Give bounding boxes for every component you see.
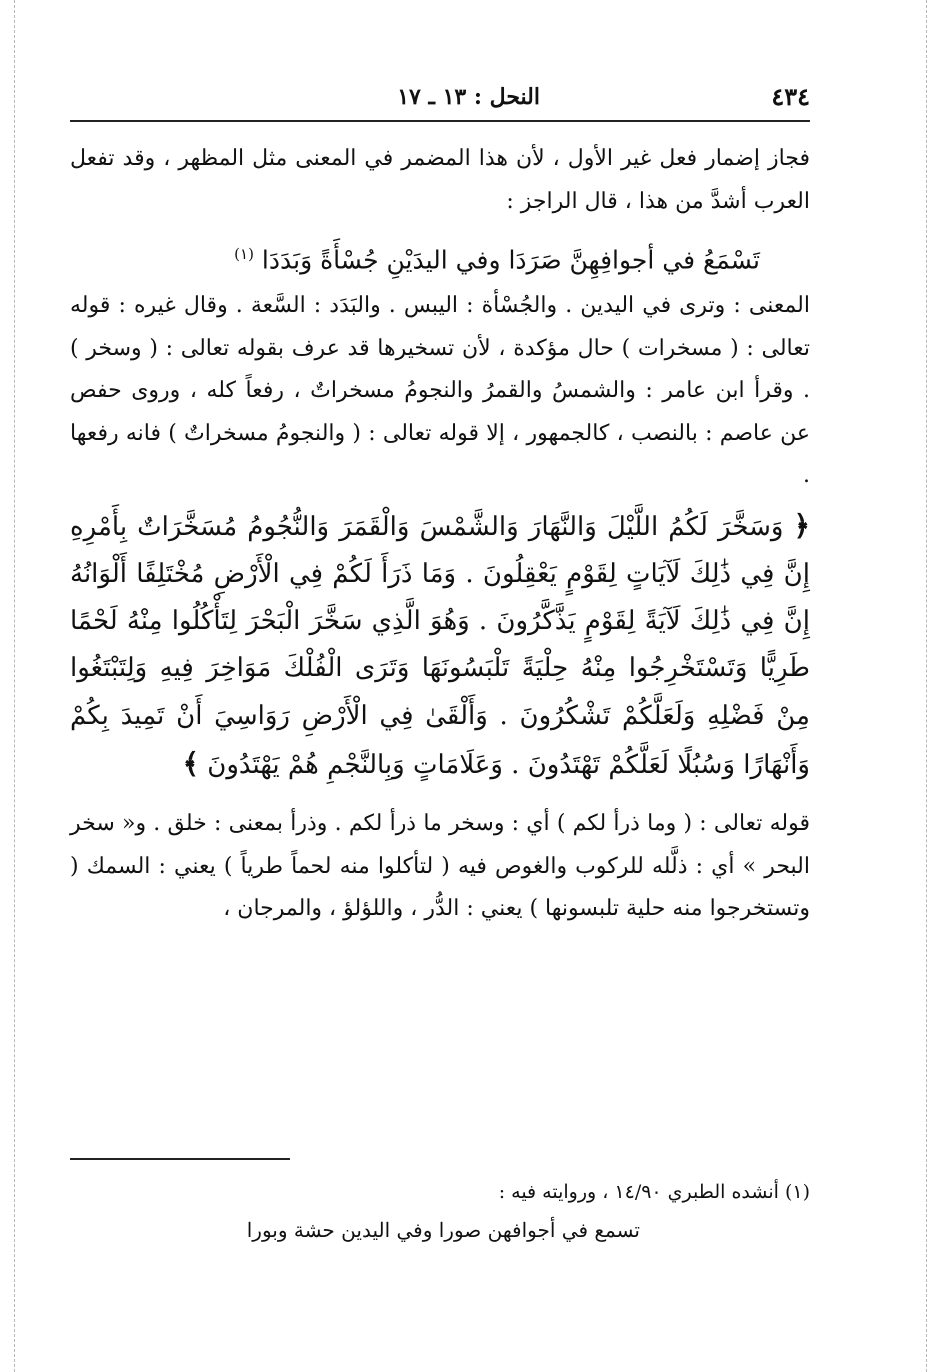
footnote-separator xyxy=(70,1158,290,1160)
poetry-verse xyxy=(70,229,810,285)
footnote-1: (١) أنشده الطبري ١٤/٩٠ ، وروايته فيه : xyxy=(498,1181,810,1203)
quran-passage xyxy=(70,502,810,789)
commentary-paragraph-3: قوله تعالى : ( وما ذرأ لكم ) أي : وسخر ما ذرأ لكم . وذرأ بمعنى : خلق . و« سخر البحر » أي : ذلَّله للركوب والغوص فيه ( لتأكلوا منه لحماً طرياً ) يعني : السمك ( وتستخرجوا منه حلية تلبسونها ) يعني : الدُّر ، واللؤلؤ ، والمرجان ، xyxy=(70,811,810,922)
page-body xyxy=(70,80,810,931)
quran-close-bracket: ﴾ xyxy=(182,746,199,780)
scan-margin-left xyxy=(14,0,15,1372)
scan-margin-right xyxy=(926,0,927,1372)
commentary-paragraph-1: فجاز إضمار فعل غير الأول ، لأن هذا المضمر في المعنى مثل المظهر ، وقد تفعل العرب أشدَّ من هذا ، قال الراجز : xyxy=(70,146,810,214)
verse-text: تَسْمَعُ في أجوافِهِنَّ صَرَدَا وفي اليدَيْنِ جُسْأَةً وَبَدَدَا xyxy=(261,245,760,275)
footnote-1-verse: تسمع في أجوافهن صورا وفي اليدين حشة وبورا xyxy=(246,1218,640,1242)
quran-text: وَسَخَّرَ لَكُمُ اللَّيْلَ وَالنَّهَارَ وَالشَّمْسَ وَالْقَمَرَ وَالنُّجُومُ مُسَخَّرَاتٌ بِأَمْرِهِ إِنَّ فِي ذَٰلِكَ لَآيَاتٍ لِقَوْمٍ يَعْقِلُونَ . وَمَا ذَرَأَ لَكُمْ فِي الْأَرْضِ مُخْتَلِفًا أَلْوَانُهُ إِنَّ فِي ذَٰلِكَ لَآيَةً لِقَوْمٍ يَذَّكَّرُونَ . وَهُوَ الَّذِي سَخَّرَ الْبَحْرَ لِتَأْكُلُوا مِنْهُ لَحْمًا طَرِيًّا وَتَسْتَخْرِجُوا مِنْهُ حِلْيَةً تَلْبَسُونَهَا وَتَرَى الْفُلْكَ مَوَاخِرَ فِيهِ وَلِتَبْتَغُوا مِنْ فَضْلِهِ وَلَعَلَّكُمْ تَشْكُرُونَ . وَأَلْقَىٰ فِي الْأَرْضِ رَوَاسِيَ أَنْ تَمِيدَ بِكُمْ وَأَنْهَارًا وَسُبُلًا لَعَلَّكُمْ تَهْتَدُونَ . وَعَلَامَاتٍ وَبِالنَّجْمِ هُمْ يَهْتَدُونَ xyxy=(70,511,810,780)
running-title: النحل : ١٣ ـ ١٧ xyxy=(397,84,540,110)
commentary-paragraph-2: المعنى : وترى في اليدين . والجُسْأة : اليبس . والبَدَد : السَّعة . وقال غيره : قوله تعالى : ( مسخرات ) حال مؤكدة ، لأن تسخيرها قد عرف بقوله تعالى : ( وسخر ) . وقرأ ابن عامر : والشمسُ والقمرُ والنجومُ مسخراتٌ ، رفعاً كله ، وروى حفص عن عاصم : بالنصب ، كالجمهور ، إلا قوله تعالى : ( والنجومُ مسخراتٌ ) فانه رفعها . xyxy=(70,293,810,489)
quran-open-bracket: ﴿ xyxy=(793,508,811,542)
page-number: ٤٣٤ xyxy=(771,82,810,111)
running-header xyxy=(70,80,810,122)
footnotes xyxy=(140,1177,810,1247)
footnote-marker: (١) xyxy=(234,245,254,263)
